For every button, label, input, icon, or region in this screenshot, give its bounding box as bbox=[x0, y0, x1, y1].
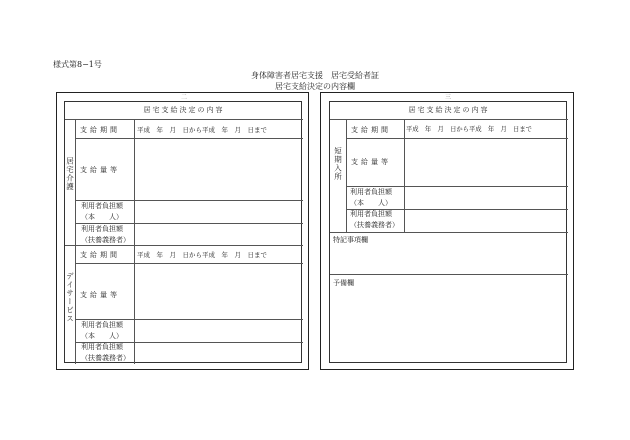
dependent-burden-label-line1: 利用者負担額 bbox=[81, 225, 123, 233]
user-burden-label-line1: 利用者負担額 bbox=[81, 321, 123, 329]
page-mark-left: 二 bbox=[181, 94, 188, 101]
amount-label: 支給量等 bbox=[351, 158, 391, 166]
dependent-burden-label-line1: 利用者負担額 bbox=[81, 343, 123, 351]
row-divider bbox=[75, 263, 303, 264]
dependent-burden-label-line1: 利用者負担額 bbox=[350, 210, 392, 218]
left-table bbox=[64, 101, 302, 363]
dependent-burden-label-line2: （扶養義務者） bbox=[350, 221, 399, 229]
user-burden-label-line2: （本 人） bbox=[81, 213, 123, 221]
period-label: 支給期間 bbox=[351, 126, 391, 134]
row-divider bbox=[75, 138, 303, 139]
dependent-burden-label-line2: （扶養義務者） bbox=[81, 236, 130, 244]
right-table-header: 居宅支給決定の内容 bbox=[408, 106, 490, 114]
label-column-divider bbox=[134, 119, 135, 364]
period-label: 支給期間 bbox=[80, 126, 120, 134]
section-divider bbox=[65, 245, 303, 246]
period-value: 平成 年 月 日から平成 年 月 日まで bbox=[406, 126, 532, 133]
section-name-short-stay: 短期入所 bbox=[333, 147, 343, 181]
reserve-label: 予備欄 bbox=[333, 279, 354, 287]
period-value: 平成 年 月 日から平成 年 月 日まで bbox=[137, 126, 267, 134]
section-name-home-care: 居宅介護 bbox=[65, 157, 75, 191]
row-divider bbox=[330, 119, 568, 120]
user-burden-label-line1: 利用者負担額 bbox=[81, 202, 123, 210]
left-table-header: 居宅支給決定の内容 bbox=[143, 106, 225, 114]
left-panel bbox=[56, 92, 309, 370]
period-label: 支給期間 bbox=[80, 251, 120, 259]
document-title: 身体障害者居宅支援 居宅受給者証 bbox=[251, 71, 379, 80]
user-burden-label-line1: 利用者負担額 bbox=[350, 188, 392, 196]
dependent-burden-label-line2: （扶養義務者） bbox=[81, 354, 130, 362]
section-column-divider bbox=[346, 119, 347, 232]
document-subtitle: 居宅支給決定の内容欄 bbox=[275, 82, 355, 91]
section-name-day-service: デイサービス bbox=[65, 272, 75, 323]
user-burden-label-line2: （本 人） bbox=[81, 332, 123, 340]
user-burden-label bbox=[350, 187, 392, 209]
label-column-divider bbox=[404, 119, 405, 232]
dependent-burden-label bbox=[350, 209, 399, 231]
right-panel bbox=[320, 92, 574, 370]
right-table bbox=[329, 101, 567, 363]
page-mark-right: 三 bbox=[445, 94, 452, 101]
row-divider bbox=[346, 138, 568, 139]
form-number: 様式第8−1号 bbox=[53, 60, 102, 69]
row-divider bbox=[330, 274, 568, 275]
section-divider bbox=[330, 232, 568, 233]
amount-label: 支給量等 bbox=[80, 166, 120, 174]
row-divider bbox=[65, 119, 303, 120]
dependent-burden-label bbox=[81, 342, 130, 364]
section-column-divider bbox=[75, 119, 76, 364]
dependent-burden-label bbox=[81, 224, 130, 246]
special-notes-label: 特記事項欄 bbox=[333, 236, 368, 244]
amount-label: 支給量等 bbox=[80, 291, 120, 299]
period-value: 平成 年 月 日から平成 年 月 日まで bbox=[137, 251, 267, 259]
user-burden-label-line2: （本 人） bbox=[350, 199, 392, 207]
user-burden-label bbox=[81, 320, 123, 342]
user-burden-label bbox=[81, 201, 123, 223]
